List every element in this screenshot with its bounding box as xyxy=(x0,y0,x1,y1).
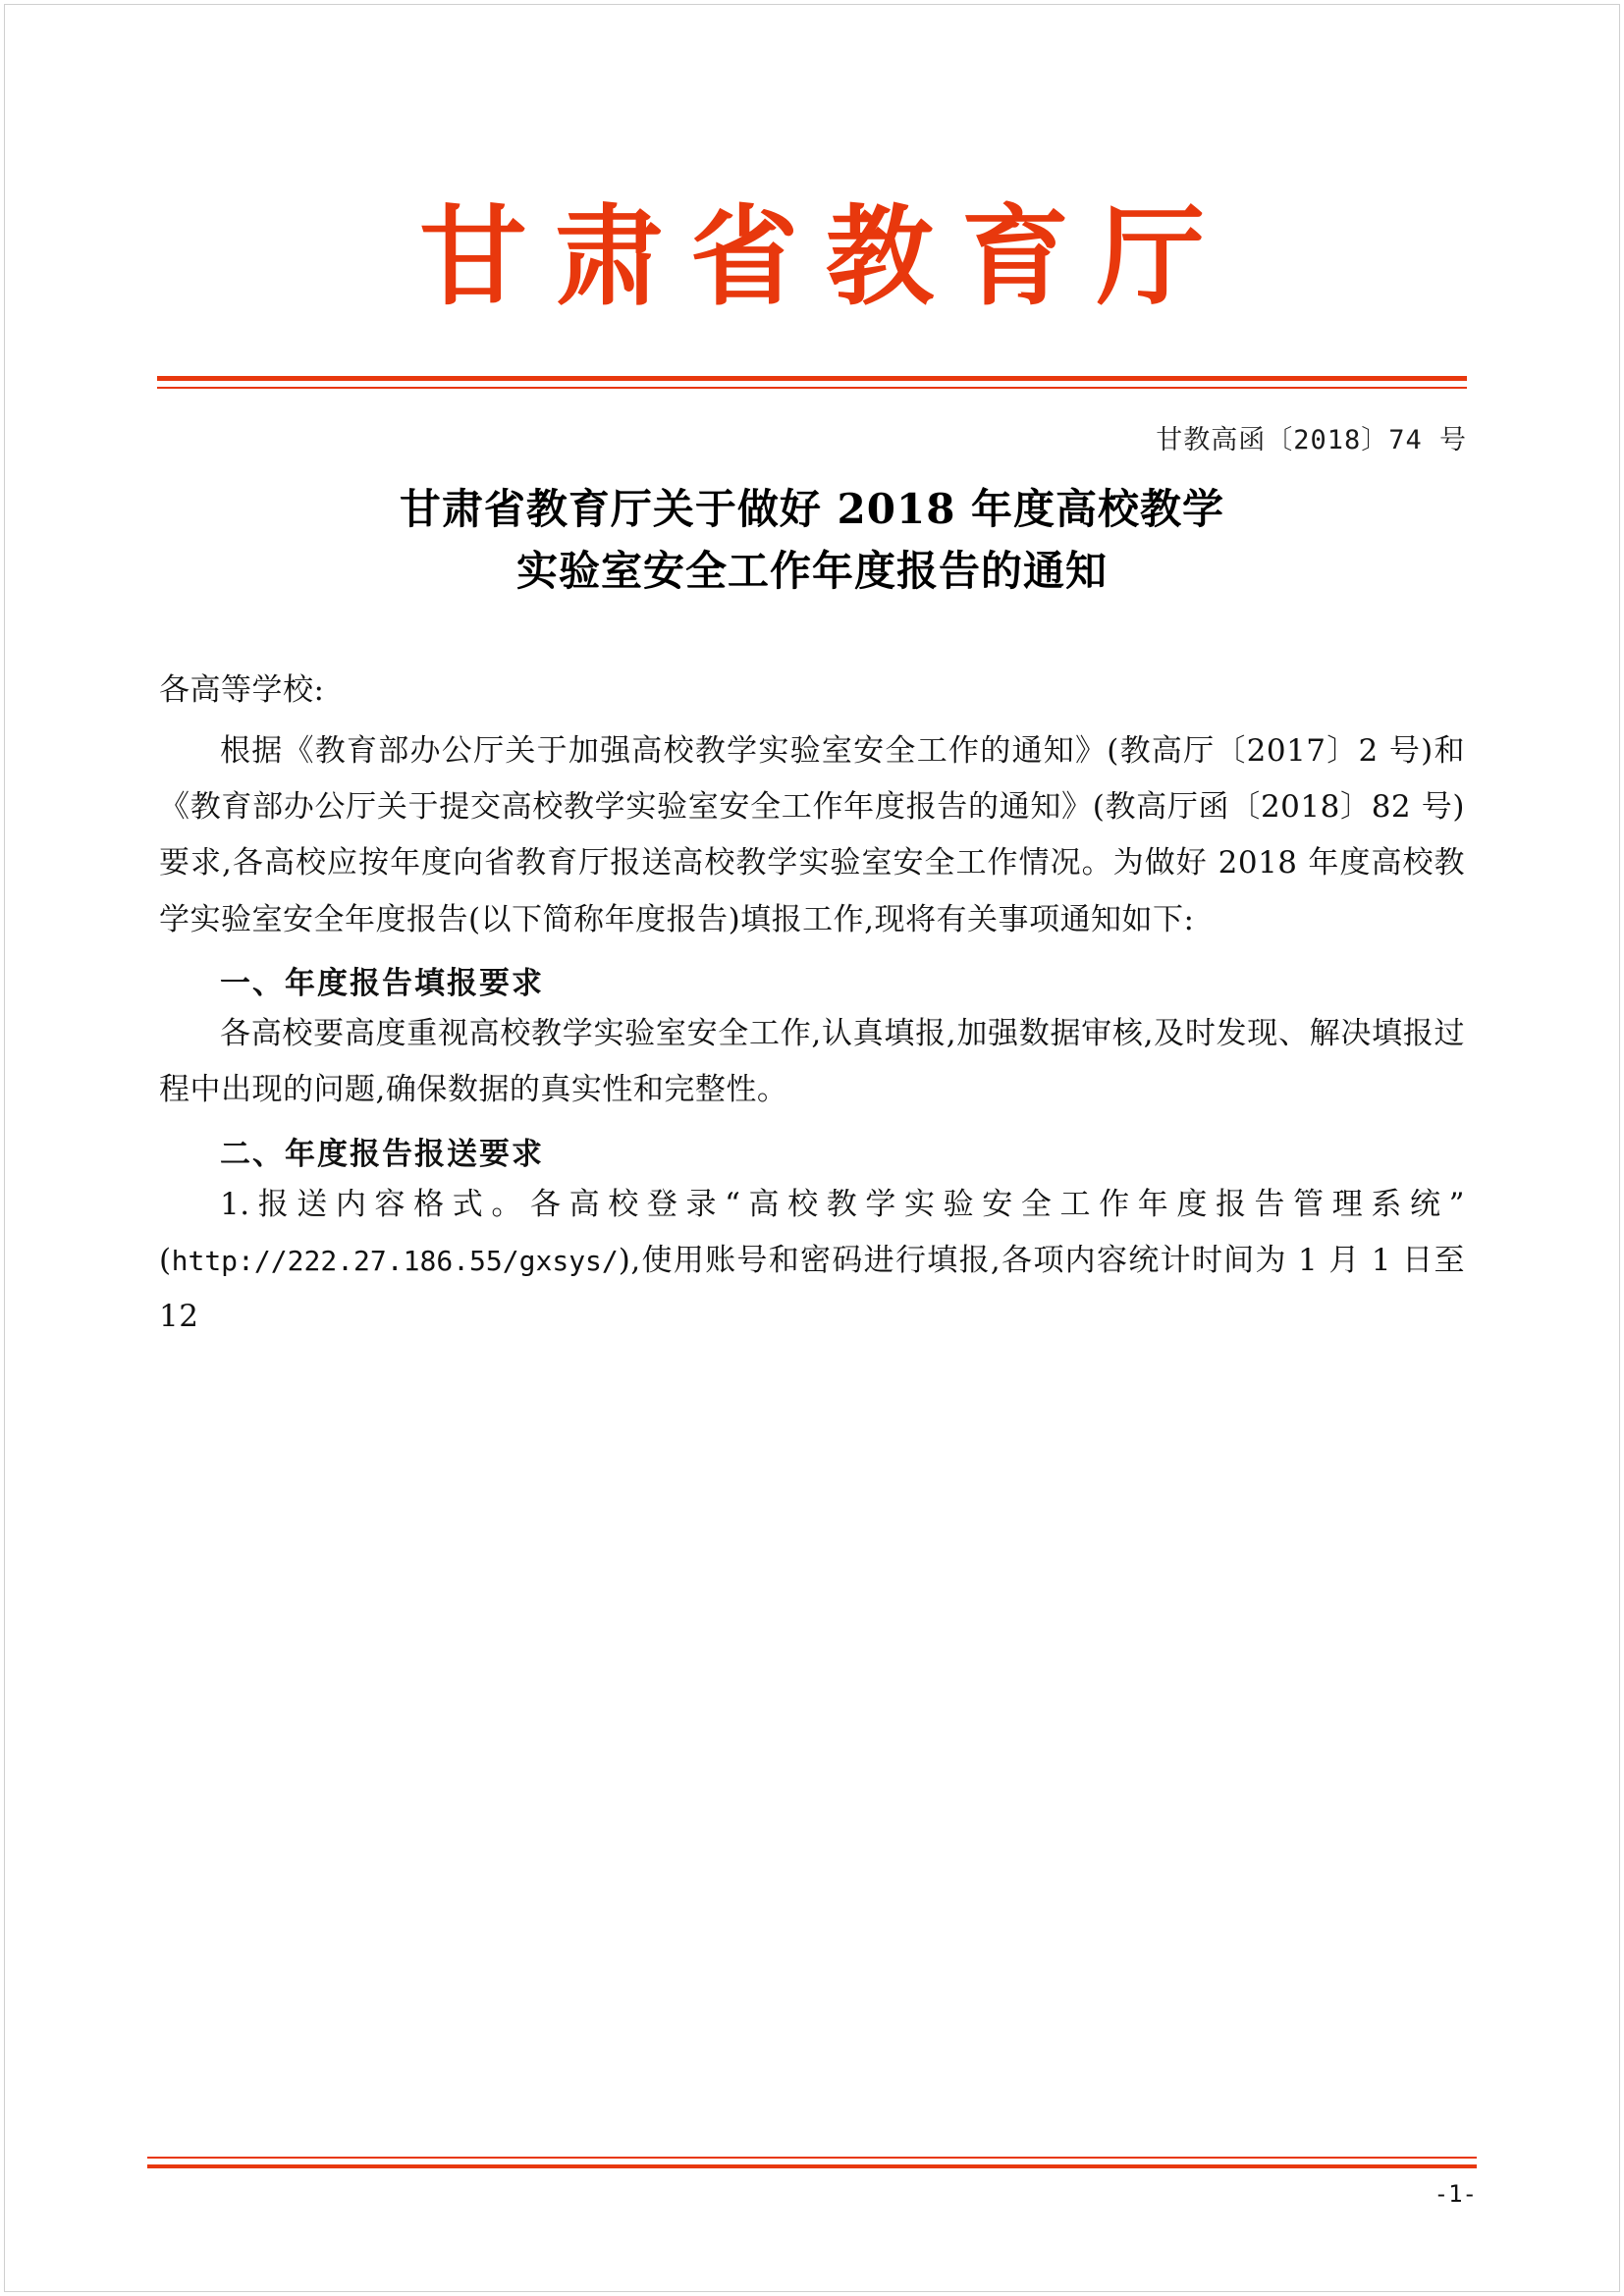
page-title xyxy=(147,478,1477,602)
header-rule-thick xyxy=(157,376,1467,381)
section-heading-1: 一、年度报告填报要求 xyxy=(220,965,544,1001)
page-title-line-2: 实验室安全工作年度报告的通知 xyxy=(515,547,1108,596)
system-url: http://222.27.186.55/gxsys/ xyxy=(171,1244,619,1277)
section-body-1: 各高校要高度重视高校教学实验室安全工作,认真填报,加强数据审核,及时发现、解决填报过程中出现的问题,确保数据的真实性和完整性。 xyxy=(159,1015,1465,1108)
salutation: 各高等学校: xyxy=(159,672,325,709)
section-body-2 xyxy=(159,1177,1465,1346)
header-rule-thin xyxy=(157,387,1467,389)
footer-rule-thick xyxy=(147,2164,1477,2168)
section-body-2-part-1: 1.报送内容格式。各高校登录“高校教学实验安全工作年度报告管理系统”( xyxy=(159,1186,1465,1278)
page-footer xyxy=(147,2157,1477,2208)
body-paragraph: 根据《教育部办公厅关于加强高校教学实验室安全工作的通知》(教高厅〔2017〕2 号)和《教育部办公厅关于提交高校教学实验室安全工作年度报告的通知》(教高厅函〔2018〕82 号)要求,各高校应按年度向省教育厅报送高校教学实验室安全工作情况。为做好 2018 年度高校教学实验室安全年度报告(以下简称年度报告)填报工作,现将有关事项通知如下: xyxy=(159,732,1465,937)
section-body-2-part-2: ),使用账号和密码进行填报,各项内容统计时间为 1 月 1 日至 12 xyxy=(159,1242,1465,1335)
header-divider xyxy=(147,376,1477,389)
page-title-line-1: 甘肃省教育厅关于做好 2018 年度高校教学 xyxy=(399,485,1225,534)
agency-name: 甘肃省教育厅 xyxy=(419,193,1232,320)
masthead xyxy=(147,0,1477,320)
document-number: 甘教高函〔2018〕74 号 xyxy=(1156,425,1467,456)
page-content xyxy=(147,0,1477,2296)
footer-rule-thin xyxy=(147,2157,1477,2159)
page-number: -1- xyxy=(1434,2180,1477,2208)
document-body xyxy=(147,663,1477,1345)
section-heading-2: 二、年度报告报送要求 xyxy=(220,1136,544,1172)
